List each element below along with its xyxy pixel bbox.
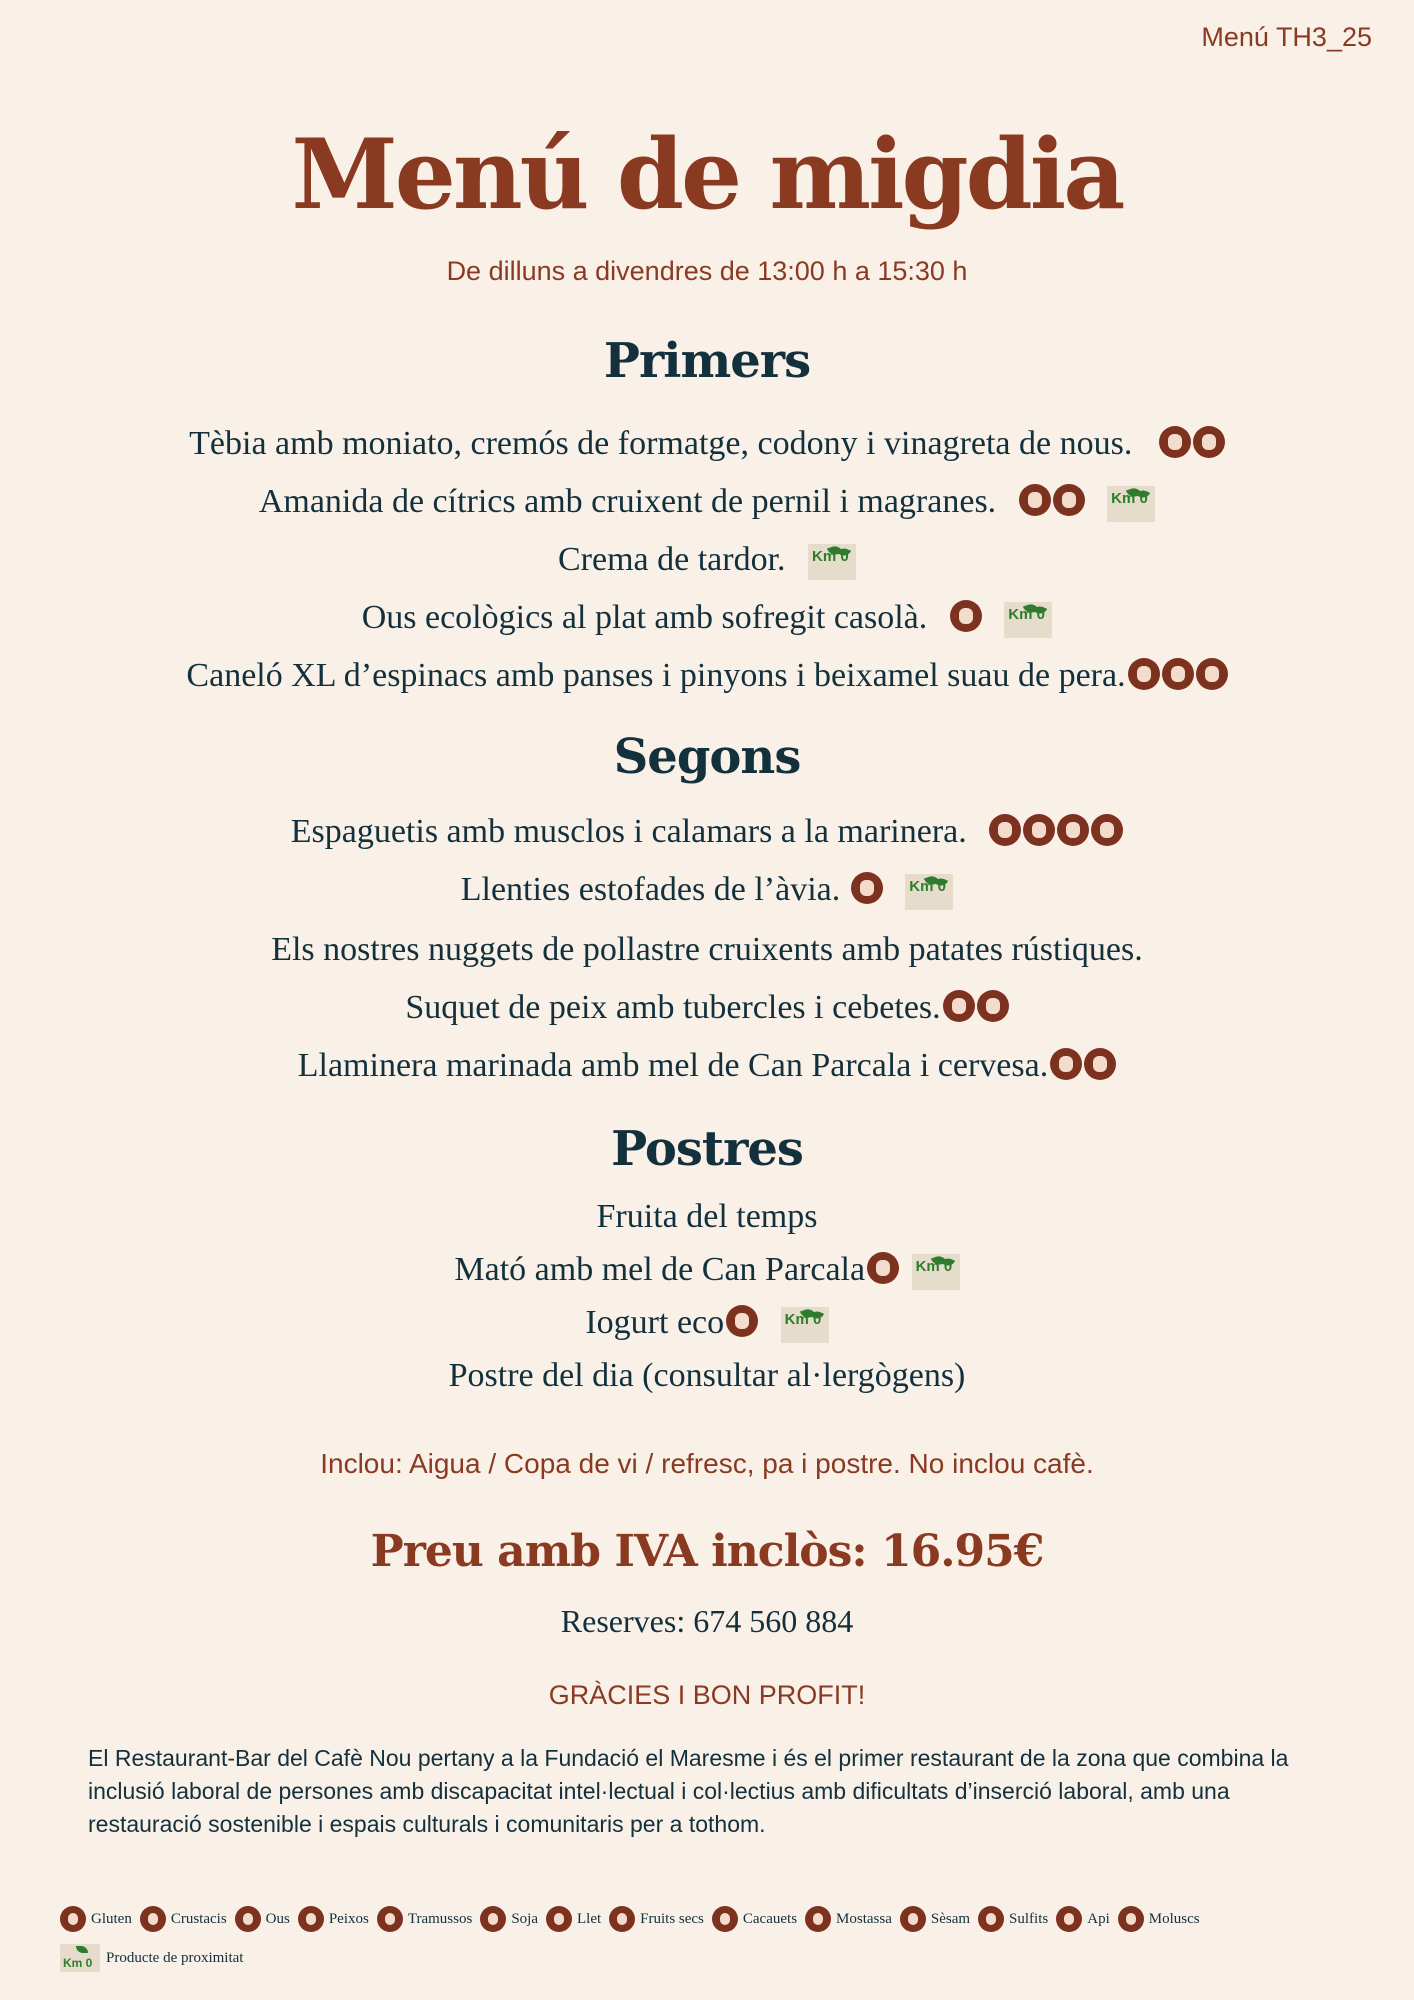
legend-item bbox=[60, 1906, 132, 1932]
dish-name: Espaguetis amb musclos i calamars a la marinera. bbox=[290, 813, 967, 850]
opening-hours: De dilluns a divendres de 13:00 h a 15:30 h bbox=[446, 256, 968, 286]
dish-name: Fruita del temps bbox=[596, 1198, 818, 1235]
dish-name: Ous ecològics al plat amb sofregit casolà. bbox=[361, 599, 928, 636]
about-paragraph: El Restaurant-Bar del Cafè Nou pertany a la Fundació el Maresme i és el primer restaurant de la zona que combina la inclusió laboral de persones amb discapacitat intel·lectual i col·lectius amb dificultats d’inserció laboral, amb una restauració sostenible i espais culturals i comunitaris per a tothom. bbox=[88, 1745, 1289, 1837]
legend-item bbox=[60, 1944, 243, 1972]
legend-item bbox=[900, 1906, 970, 1932]
dish-item bbox=[0, 870, 1414, 910]
km0-icon: Km 0 bbox=[60, 1944, 100, 1972]
dish-item bbox=[0, 1197, 1414, 1237]
legend-row bbox=[60, 1944, 1380, 1972]
llet-icon bbox=[867, 1252, 899, 1284]
legend-item bbox=[235, 1906, 290, 1932]
km0-icon: Km 0 bbox=[1004, 602, 1052, 638]
legend-label: Gluten bbox=[91, 1910, 132, 1927]
llet-icon bbox=[1193, 426, 1225, 458]
section-heading-primers: Primers bbox=[603, 333, 811, 389]
dish-name: Iogurt eco bbox=[585, 1304, 725, 1341]
legend-item bbox=[140, 1906, 227, 1932]
peixos-icon bbox=[943, 990, 975, 1022]
dish-item bbox=[0, 598, 1414, 638]
llet-icon bbox=[1162, 658, 1194, 690]
legend-label: Peixos bbox=[328, 1910, 369, 1927]
dish-item bbox=[0, 424, 1414, 464]
dish-name: Tèbia amb moniato, cremós de formatge, codony i vinagreta de nous. bbox=[189, 425, 1133, 462]
km0-icon: Km 0 bbox=[905, 874, 953, 910]
legend-item bbox=[609, 1906, 704, 1932]
legend-label: Producte de proximitat bbox=[106, 1949, 244, 1966]
km0-icon: Km 0 bbox=[1107, 486, 1155, 522]
legend-item bbox=[546, 1906, 601, 1932]
legend-label: Cacauets bbox=[742, 1910, 798, 1927]
section-segons bbox=[0, 729, 1414, 785]
tramussos-icon bbox=[377, 1906, 403, 1932]
ous-icon bbox=[950, 600, 982, 632]
legend-label: Sulfits bbox=[1009, 1910, 1049, 1927]
dish-name: Crema de tardor. bbox=[557, 541, 786, 578]
sulfits-icon bbox=[1091, 814, 1123, 846]
cacauets-icon bbox=[712, 1906, 738, 1932]
legend-label: Fruits secs bbox=[640, 1910, 704, 1927]
mostassa-icon bbox=[805, 1906, 831, 1932]
fruits-secs-icon bbox=[609, 1906, 635, 1932]
section-heading-postres: Postres bbox=[611, 1121, 803, 1177]
legend-label: Api bbox=[1087, 1910, 1110, 1927]
dish-item bbox=[0, 930, 1414, 970]
legend-item bbox=[805, 1906, 892, 1932]
moluscs-icon bbox=[1118, 1906, 1144, 1932]
thanks-message: GRÀCIES I BON PROFIT! bbox=[548, 1680, 866, 1710]
sulfits-icon bbox=[1019, 484, 1051, 516]
dish-item bbox=[0, 1046, 1414, 1086]
peixos-icon bbox=[298, 1906, 324, 1932]
sulfits-icon bbox=[978, 1906, 1004, 1932]
km0-icon: Km 0 bbox=[781, 1307, 829, 1343]
km0-icon: Km 0 bbox=[912, 1254, 960, 1290]
legend-label: Llet bbox=[576, 1910, 602, 1927]
legend-item bbox=[1056, 1906, 1110, 1932]
legend-label: Moluscs bbox=[1148, 1910, 1200, 1927]
dish-item bbox=[0, 482, 1414, 522]
dish-name: Llenties estofades de l’àvia. bbox=[460, 871, 841, 908]
legend-label: Tramussos bbox=[407, 1910, 473, 1927]
menu-code: Menú TH3_25 bbox=[1201, 22, 1372, 52]
legend-label: Ous bbox=[265, 1910, 290, 1927]
section-postres bbox=[0, 1121, 1414, 1177]
legend-item bbox=[1118, 1906, 1200, 1932]
dish-item bbox=[0, 812, 1414, 852]
dish-name: Amanida de cítrics amb cruixent de pernil i magranes. bbox=[258, 483, 997, 520]
reservations-phone: Reserves: 674 560 884 bbox=[560, 1603, 854, 1639]
sulfits-icon bbox=[851, 872, 883, 904]
legend-row bbox=[60, 1906, 1380, 1932]
dish-item bbox=[0, 988, 1414, 1028]
sesam-icon bbox=[1053, 484, 1085, 516]
includes-note: Inclou: Aigua / Copa de vi / refresc, pa i postre. No inclou cafè. bbox=[320, 1448, 1094, 1479]
legend-label: Crustacis bbox=[170, 1910, 227, 1927]
dish-name: Els nostres nuggets de pollastre cruixents amb patates rústiques. bbox=[271, 931, 1143, 968]
moluscs-icon bbox=[1023, 814, 1055, 846]
ous-icon bbox=[1128, 658, 1160, 690]
legend-item bbox=[298, 1906, 369, 1932]
km0-icon: Km 0 bbox=[808, 544, 856, 580]
fruits-secs-icon bbox=[1196, 658, 1228, 690]
api-icon bbox=[1056, 1906, 1082, 1932]
dish-name: Caneló XL d’espinacs amb panses i pinyons i beixamel suau de pera. bbox=[186, 657, 1126, 694]
allergen-legend bbox=[60, 1906, 1380, 1972]
llet-icon bbox=[1084, 1048, 1116, 1080]
gluten-icon bbox=[1050, 1048, 1082, 1080]
legend-item bbox=[480, 1906, 538, 1932]
gluten-icon bbox=[60, 1906, 86, 1932]
dish-name: Llaminera marinada amb mel de Can Parcala i cervesa. bbox=[297, 1047, 1049, 1084]
dish-item bbox=[0, 656, 1414, 696]
llet-icon bbox=[546, 1906, 572, 1932]
legend-item bbox=[978, 1906, 1048, 1932]
dish-item bbox=[0, 540, 1414, 580]
dish-name: Suquet de peix amb tubercles i cebetes. bbox=[405, 989, 941, 1026]
page-title: Menú de migdia bbox=[291, 118, 1123, 231]
legend-label: Mostassa bbox=[836, 1910, 892, 1927]
dish-item bbox=[0, 1250, 1414, 1290]
price: Preu amb IVA inclòs: 16.95€ bbox=[370, 1526, 1044, 1577]
dish-item bbox=[0, 1356, 1414, 1396]
sulfits-icon bbox=[977, 990, 1009, 1022]
soja-icon bbox=[480, 1906, 506, 1932]
ous-icon bbox=[235, 1906, 261, 1932]
section-primers bbox=[0, 333, 1414, 389]
legend-item bbox=[712, 1906, 797, 1932]
dish-name: Mató amb mel de Can Parcala bbox=[454, 1251, 866, 1288]
legend-item bbox=[377, 1906, 472, 1932]
sesam-icon bbox=[900, 1906, 926, 1932]
fruits-secs-icon bbox=[1159, 426, 1191, 458]
legend-label: Soja bbox=[511, 1910, 538, 1927]
section-heading-segons: Segons bbox=[613, 729, 801, 785]
llet-icon bbox=[726, 1305, 758, 1337]
crustacis-icon bbox=[140, 1906, 166, 1932]
gluten-icon bbox=[1057, 814, 1089, 846]
legend-label: Sèsam bbox=[930, 1910, 971, 1927]
dish-item bbox=[0, 1303, 1414, 1343]
dish-name: Postre del dia (consultar al·lergògens) bbox=[448, 1357, 966, 1394]
peixos-icon bbox=[989, 814, 1021, 846]
